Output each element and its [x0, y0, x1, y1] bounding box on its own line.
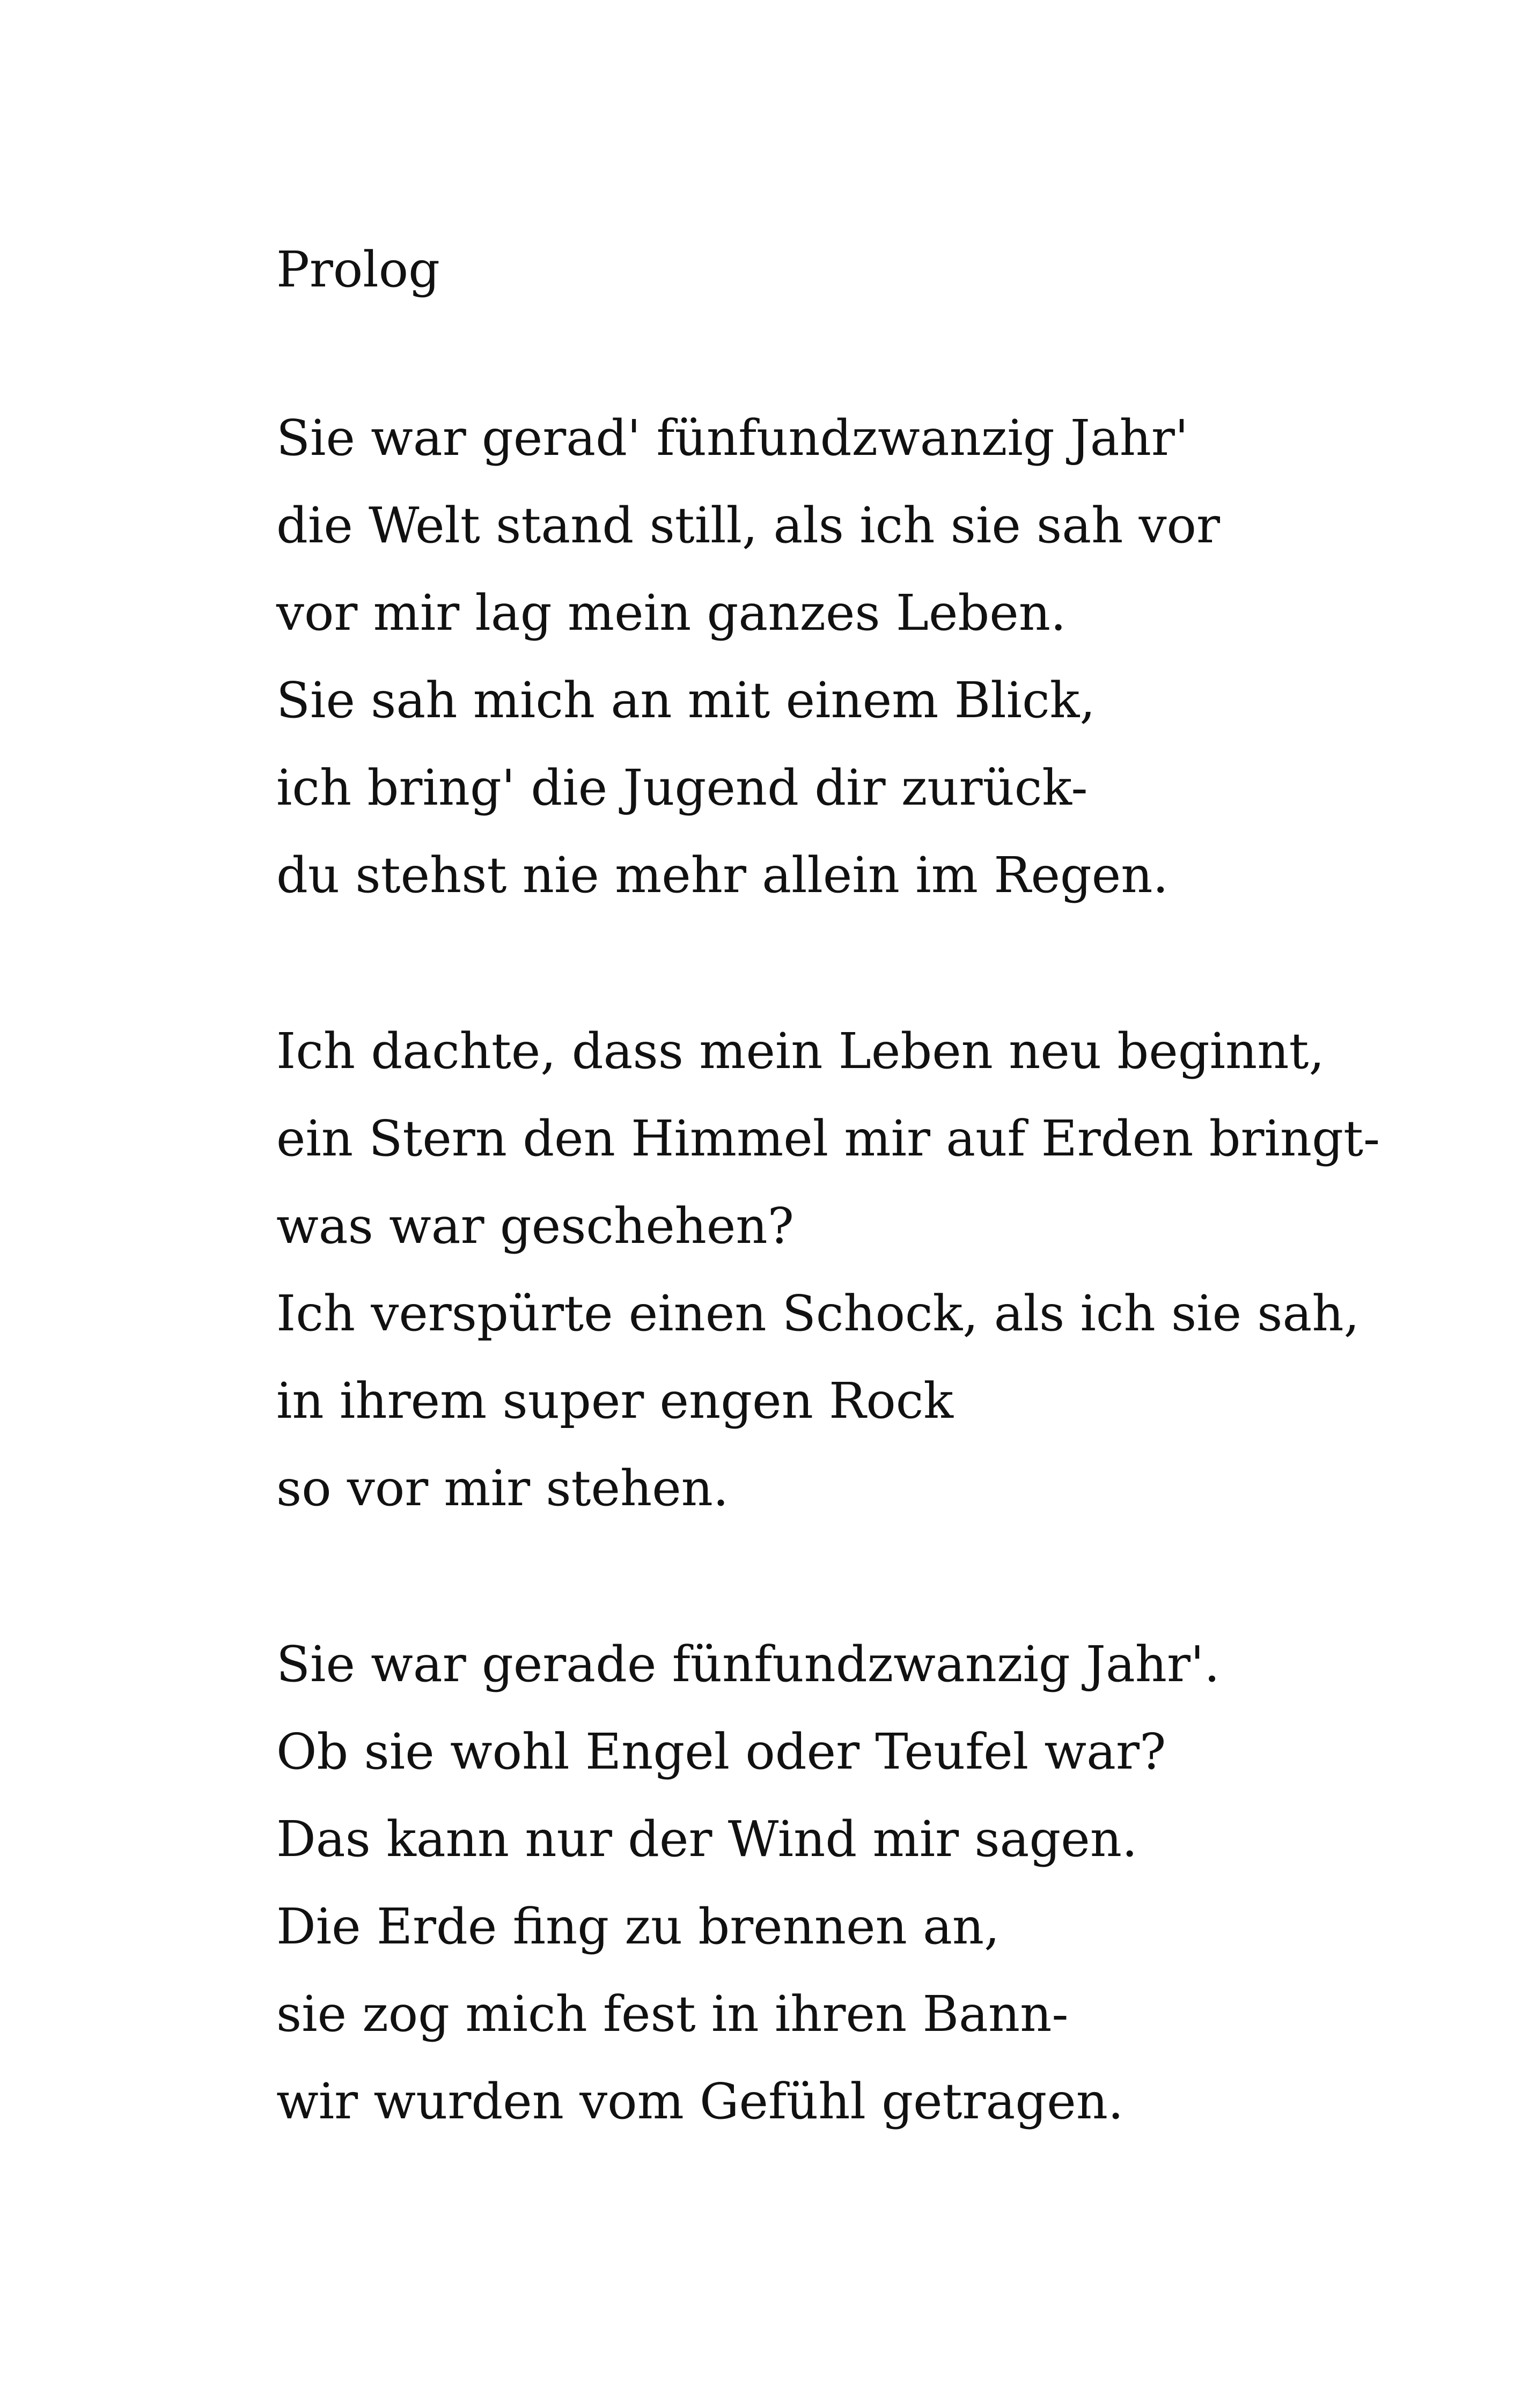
poem-line: sie zog mich fest in ihren Bann-	[276, 1985, 1069, 2043]
stanza-1	[276, 394, 1403, 919]
stanza-3	[276, 1621, 1403, 2145]
poem-line: ein Stern den Himmel mir auf Erden bringt-	[276, 1110, 1380, 1167]
poem-line: ich bring' die Jugend dir zurück-	[276, 759, 1088, 816]
page-title: Prolog	[276, 241, 440, 298]
poem-line: so vor mir stehen.	[276, 1460, 729, 1517]
poem-line: Ich verspürte einen Schock, als ich sie sah,	[276, 1285, 1360, 1342]
poem-line: Ob sie wohl Engel oder Teufel war?	[276, 1723, 1166, 1780]
poem-line: Ich dachte, dass mein Leben neu beginnt,	[276, 1022, 1325, 1080]
poem	[276, 225, 1403, 2234]
poem-line: Das kann nur der Wind mir sagen.	[276, 1810, 1138, 1868]
poem-line: Die Erde fing zu brennen an,	[276, 1898, 1000, 1955]
poem-line: die Welt stand still, als ich sie sah vor	[276, 497, 1220, 554]
stanza-2	[276, 1007, 1403, 1532]
poem-line: in ihrem super engen Rock	[276, 1372, 953, 1430]
poem-line: Sie war gerade fünfundzwanzig Jahr'.	[276, 1636, 1220, 1693]
poem-line: wir wurden vom Gefühl getragen.	[276, 2073, 1124, 2130]
poem-line: Sie sah mich an mit einem Blick,	[276, 672, 1096, 729]
poem-line: du stehst nie mehr allein im Regen.	[276, 846, 1169, 904]
poem-line: Sie war gerad' fünfundzwanzig Jahr'	[276, 409, 1189, 467]
poem-line: was war geschehen?	[276, 1197, 794, 1255]
poem-line: vor mir lag mein ganzes Leben.	[276, 584, 1067, 642]
